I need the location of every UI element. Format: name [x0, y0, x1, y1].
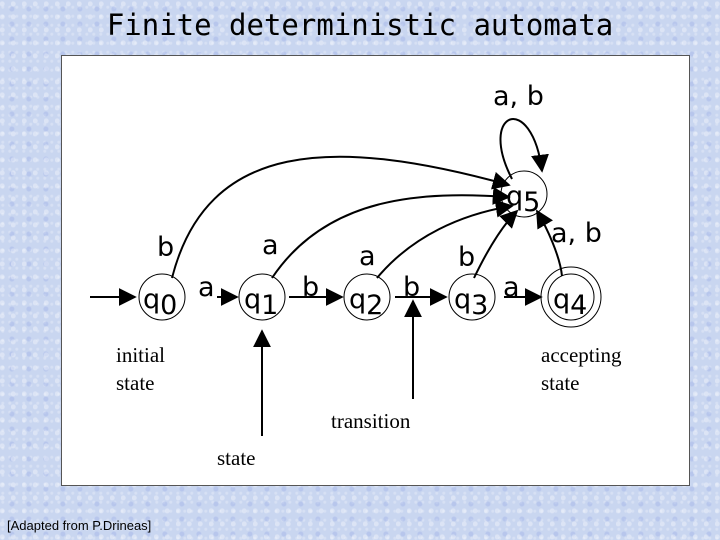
initial-state-note [116, 343, 170, 395]
accepting-state-note [541, 343, 627, 395]
transition-note: transition [331, 409, 411, 433]
diagram-panel [61, 55, 690, 486]
transition-label-q2-q3: b [403, 272, 421, 303]
source-credit: [Adapted from P.Drineas] [7, 518, 152, 533]
transition-label-q4-q5: a, b [551, 218, 602, 249]
slide-title: Finite deterministic automata [106, 8, 614, 42]
accepting-state-line1: accepting [541, 343, 622, 367]
initial-state-line2: state [116, 371, 155, 395]
initial-state-line1: initial [116, 343, 165, 367]
automaton-diagram [62, 56, 689, 485]
transition-label-q1-q2: b [302, 272, 320, 303]
state-label-q5: q5 [506, 181, 541, 218]
edge-q2-q5 [377, 206, 512, 278]
state-note: state [217, 446, 256, 470]
state-label-q3: q3 [454, 284, 489, 321]
state-label-q0: q0 [143, 284, 178, 321]
edge-q3-q5 [474, 211, 517, 278]
accepting-state-line2: state [541, 371, 580, 395]
transition-label-q3-q4: a [503, 272, 520, 303]
transition-label-q1-q5: a [262, 230, 279, 261]
state-label-q2: q2 [349, 284, 384, 321]
transition-label-q0-q1: a [198, 272, 215, 303]
state-label-q4: q4 [553, 284, 588, 321]
transition-label-q5-loop: a, b [493, 81, 544, 112]
transition-edges [90, 119, 562, 297]
state-label-q1: q1 [244, 284, 279, 321]
transition-label-q2-q5: a [359, 241, 376, 272]
transition-label-q3-q5: b [458, 242, 476, 273]
self-loop-q5 [500, 119, 542, 179]
transition-label-q0-q5: b [157, 232, 175, 263]
